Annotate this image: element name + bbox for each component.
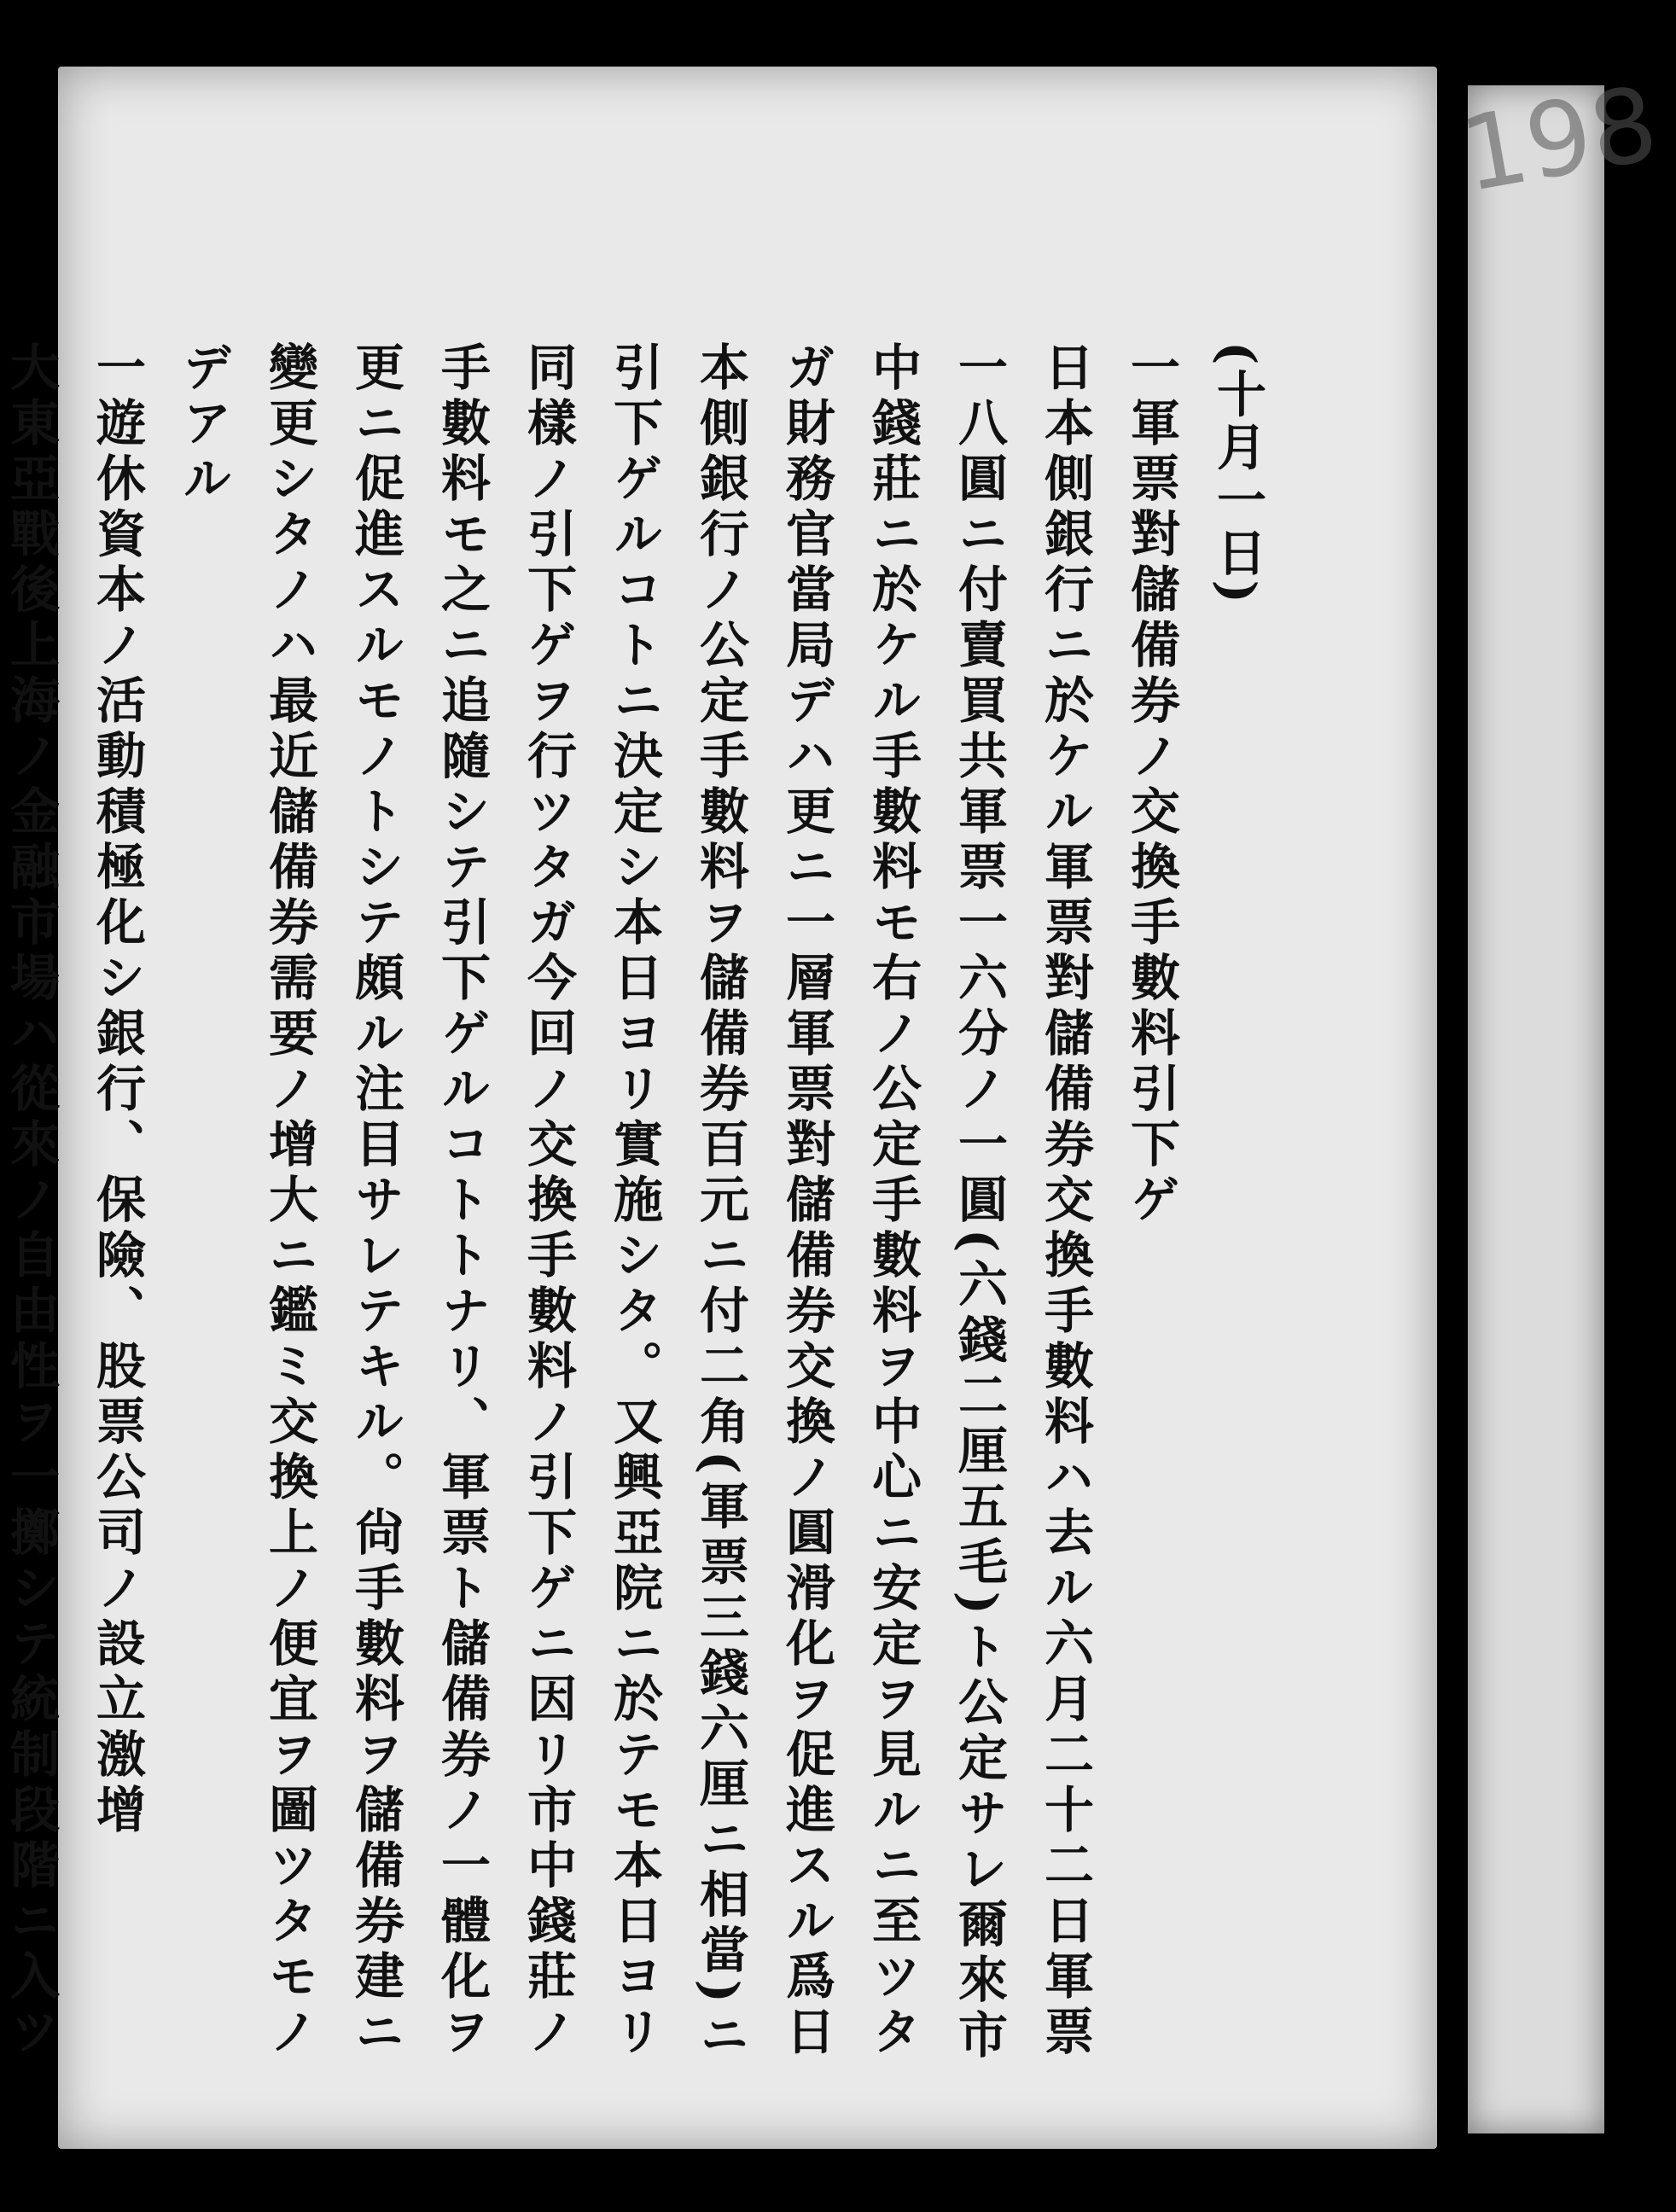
date-heading: (十月一日) <box>1208 341 1266 607</box>
adjacent-page-edge <box>1452 64 1666 2133</box>
section-2-title <box>73 341 160 2091</box>
page-number-stamp: 198 <box>1452 64 1666 216</box>
vertical-text-block <box>2 341 1280 2091</box>
section-1-body: 日本側銀行ニ於ケル軍票對儲備券交換手數料ハ去ル六月二十二日軍票一八圓ニ付賣買共軍票一六分ノ一圓(六錢二厘五毛)ト公定サレ爾來市中錢莊ニ於ケル手數料モ右ノ公定手數料ヲ中心ニ安定ヲ見ルニ至ツタガ財務官當局デハ更ニ一層軍票對儲備券交換ノ圓滑化ヲ促進スル爲日本側銀行ノ公定手數料ヲ儲備券百元ニ付二角(軍票三錢六厘ニ相當)ニ引下ゲルコトニ決定シ本日ヨリ實施シタ。又興亞院ニ於テモ本日ヨリ同樣ノ引下ゲヲ行ツタガ今回ノ交換手數料ノ引下ゲニ因リ市中錢莊ノ手數料モ之ニ追隨シテ引下ゲルコトトナリ、軍票ト儲備券ノ一體化ヲ更ニ促進スルモノトシテ頗ル注目サレテキル。尙手數料ヲ儲備券建ニ變更シタノハ最近儲備券需要ノ增大ニ鑑ミ交換上ノ便宜ヲ圖ツタモノデアル <box>174 341 1094 2064</box>
section-2-body: 大東亞戰後上海ノ金融市場ハ從來ノ自由性ヲ一擲シテ統制段階ニ入ツ <box>2 341 60 2061</box>
section-2-marker: 一 <box>88 341 146 397</box>
section-2-title-text: 遊休資本ノ活動積極化シ銀行、保險、股票公司ノ設立激增 <box>88 397 146 1839</box>
section-1-title-text: 軍票對儲備券ノ交換手數料引下ゲ <box>1122 397 1180 1229</box>
section-1-title <box>1108 341 1194 2091</box>
section-1-marker: 一 <box>1122 341 1180 397</box>
